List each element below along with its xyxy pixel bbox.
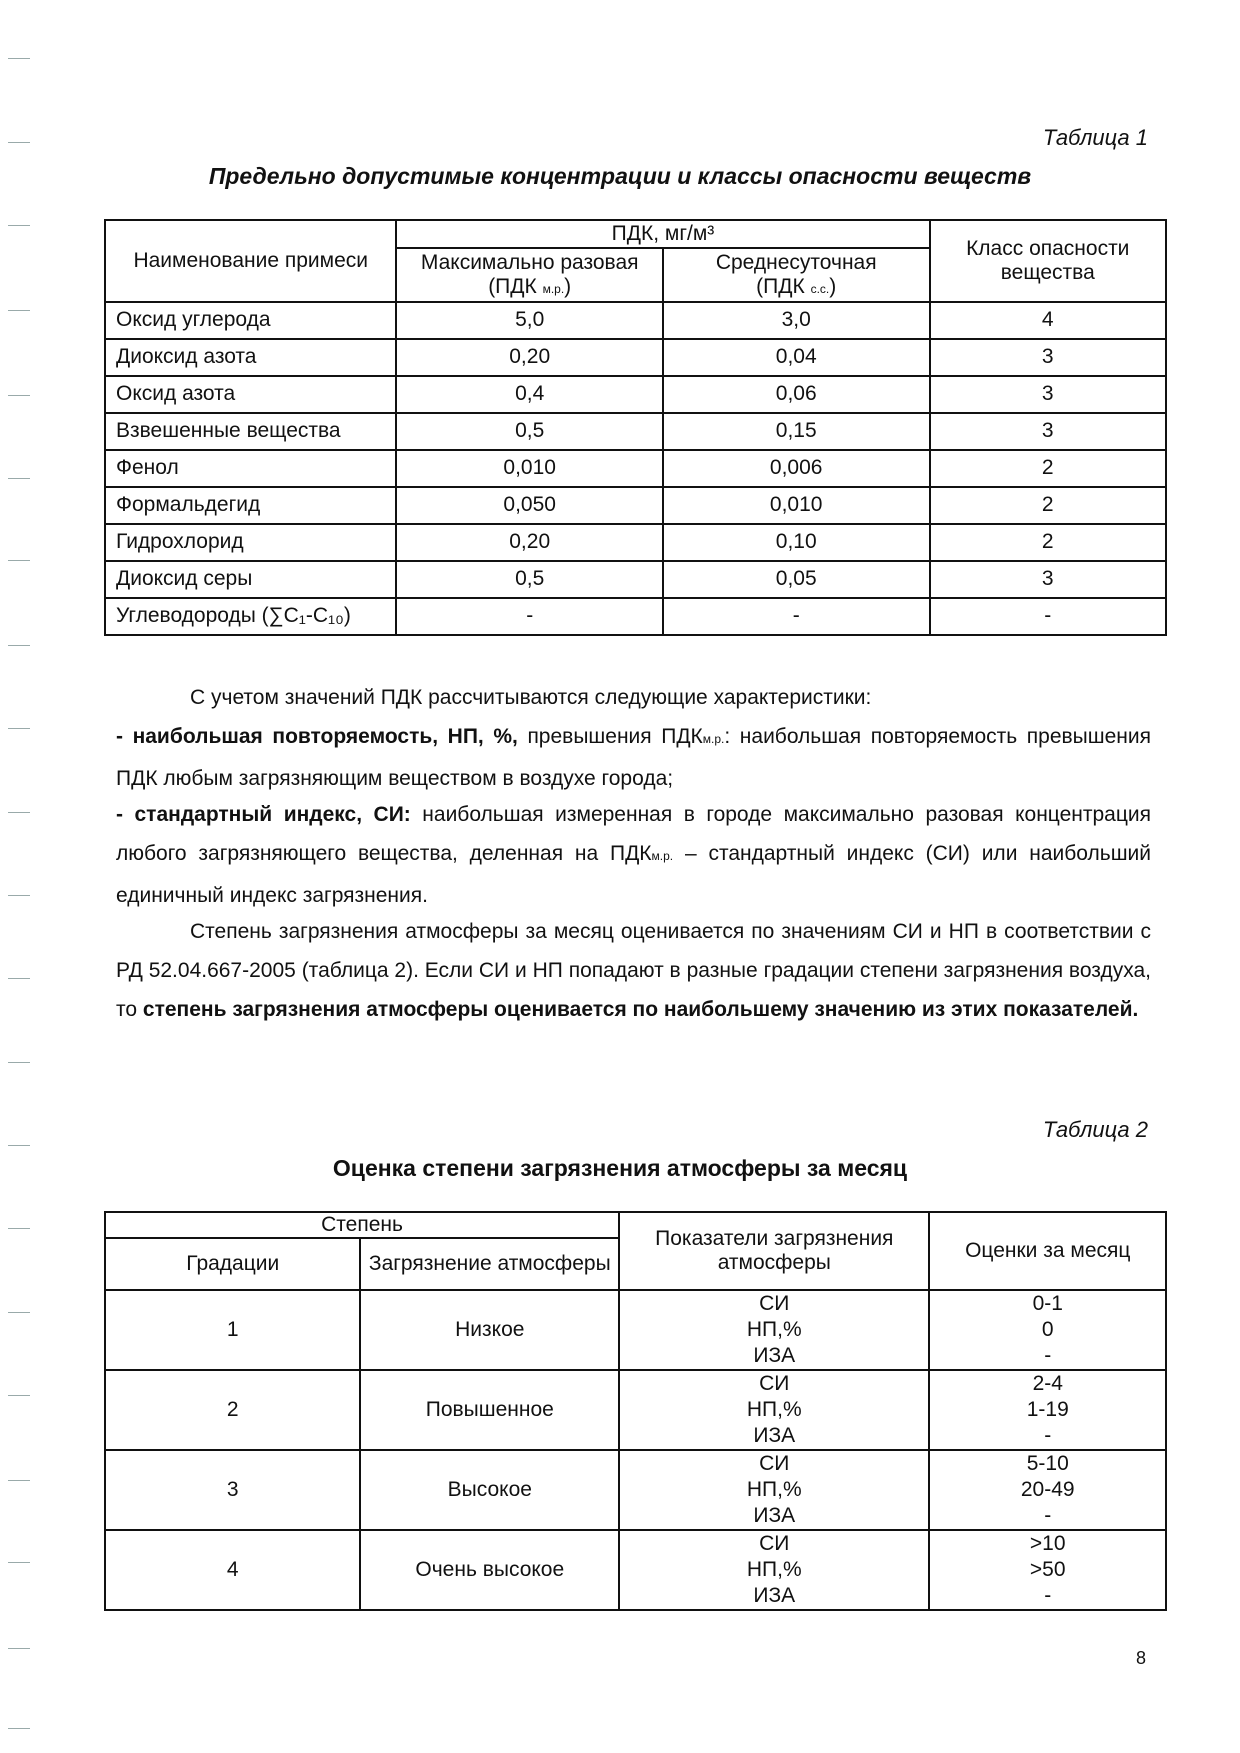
- header-pdk-group: ПДК, мг/м³: [396, 220, 929, 248]
- table-row: Оксид азота 0,4 0,06 3: [105, 376, 1166, 413]
- table-row: Диоксид серы 0,5 0,05 3: [105, 561, 1166, 598]
- definition-np: - наибольшая повторяемость, НП, %, превышения ПДКм.р.: наибольшая повторяемость превышения ПДК любым загрязняющим веществом в воздухе города;: [116, 725, 1151, 790]
- table1-title: Предельно допустимые концентрации и классы опасности веществ: [208, 163, 1032, 189]
- scan-edge-marks: [0, 0, 40, 1753]
- table-row: Фенол 0,010 0,006 2: [105, 450, 1166, 487]
- table-row: Гидрохлорид 0,20 0,10 2: [105, 524, 1166, 561]
- table-row: 1 Низкое СИ НП,% ИЗА 0-1 0 -: [105, 1290, 1166, 1370]
- header-name: Наименование примеси: [105, 220, 396, 302]
- header-indicators: Показатели загрязнения атмосферы: [619, 1212, 929, 1290]
- header-daily: Среднесуточная (ПДК с.с.): [663, 248, 930, 302]
- table-row: Диоксид азота 0,20 0,04 3: [105, 339, 1166, 376]
- header-max-once: Максимально разовая (ПДК м.р.): [396, 248, 662, 302]
- pdk-table: [104, 219, 1167, 636]
- table2-label: Таблица 2: [1042, 1117, 1148, 1142]
- table-row: 4 Очень высокое СИ НП,% ИЗА >10 >50 -: [105, 1530, 1166, 1610]
- table2-title: Оценка степени загрязнения атмосферы за месяц: [332, 1155, 908, 1181]
- pollution-assessment-table: [104, 1211, 1167, 1611]
- table-row: Формальдегид 0,050 0,010 2: [105, 487, 1166, 524]
- header-hazard-class: Класс опасности вещества: [930, 220, 1167, 302]
- assessment-paragraph: Степень загрязнения атмосферы за месяц оценивается по значениям СИ и НП в соответствии с РД 52.04.667-2005 (таблица 2). Если СИ и НП попадают в разные градации степени загрязнения воздуха, то степень загрязнения атмосферы оценивается по наибольшему значению из этих показателей.: [116, 920, 1151, 1021]
- header-degree: Степень: [105, 1212, 619, 1238]
- table-row: 3 Высокое СИ НП,% ИЗА 5-10 20-49 -: [105, 1450, 1166, 1530]
- page-number: 8: [1135, 1648, 1146, 1668]
- header-monthly: Оценки за месяц: [929, 1212, 1166, 1290]
- header-gradation: Градации: [105, 1238, 360, 1290]
- table-row: Оксид углерода 5,0 3,0 4: [105, 302, 1166, 339]
- definition-si: - стандартный индекс, СИ: наибольшая измеренная в городе максимально разовая концентрация любого загрязняющего вещества, деленная на ПДКм.р. – стандартный индекс (СИ) или наибольший единичный индекс загрязнения.: [116, 803, 1151, 907]
- table1-label: Таблица 1: [1042, 125, 1148, 150]
- header-pollution: Загрязнение атмосферы: [360, 1238, 619, 1290]
- table-row: 2 Повышенное СИ НП,% ИЗА 2-4 1-19 -: [105, 1370, 1166, 1450]
- table-row: Взвешенные вещества 0,5 0,15 3: [105, 413, 1166, 450]
- table-row: Углеводороды (∑C₁-C₁₀) - - -: [105, 598, 1166, 635]
- intro-paragraph: С учетом значений ПДК рассчитываются следующие характеристики:: [190, 686, 872, 709]
